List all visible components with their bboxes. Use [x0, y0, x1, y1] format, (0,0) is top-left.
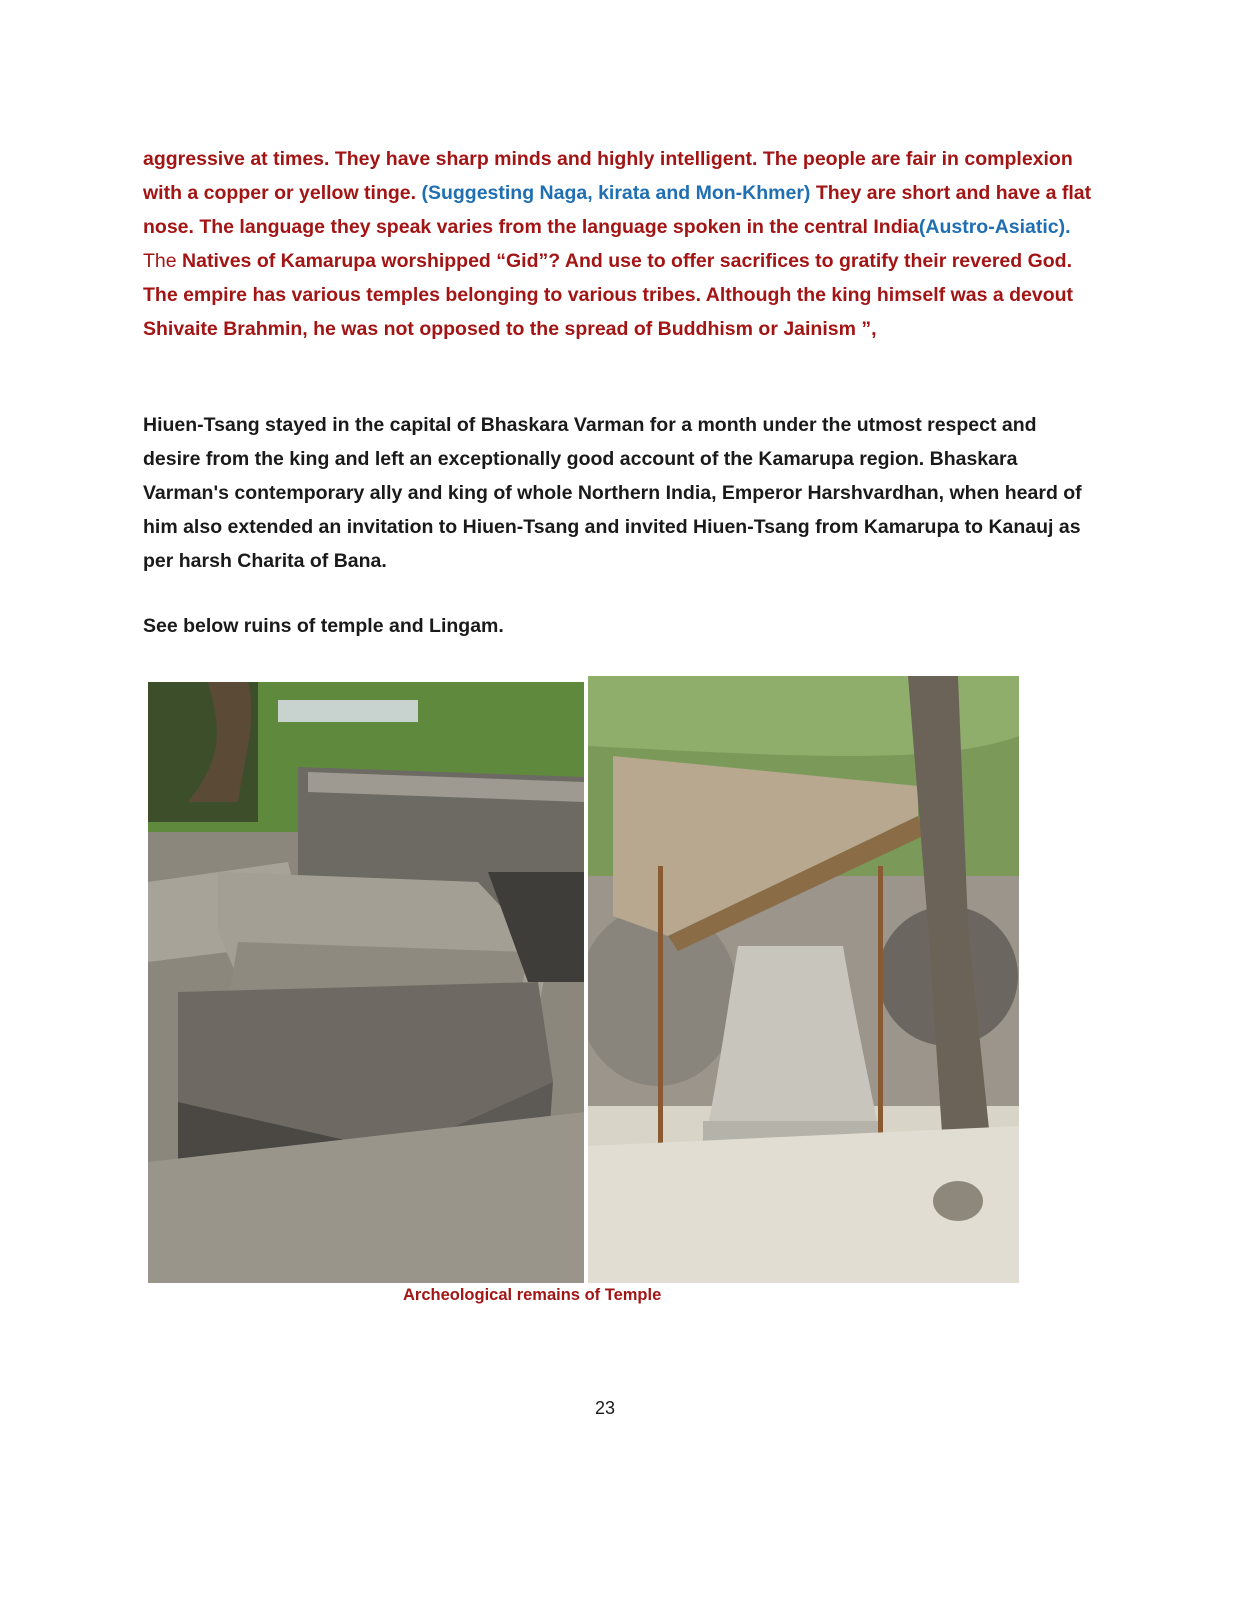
page-number: 23: [594, 1398, 616, 1418]
paragraph-see-below: See below ruins of temple and Lingam.: [143, 615, 504, 637]
text-run: They are short and have a flat nose. The language they speak varies from the language spoken in the central India: [143, 182, 1092, 238]
figure-caption: Archeological remains of Temple: [403, 1286, 662, 1304]
paragraph-natives-description: [143, 142, 1093, 346]
text-run: Natives of Kamarupa worshipped “Gid”? And use to offer sacrifices to gratify their revered God. The empire has various temples belonging to various tribes. Although the king himself was a devout Shivaite Brahmin, he was not opposed to the spread of Buddhism or Jainism ”,: [143, 250, 1074, 340]
text-run-blue: (Austro-Asiatic).: [918, 216, 1071, 238]
text-run-regular: The: [143, 250, 177, 272]
text-run: aggressive at times. They have sharp minds and highly intelligent. The people are fair in complexion with a copper or yellow tinge.: [143, 148, 1073, 204]
paragraph-hiuen-tsang: Hiuen-Tsang stayed in the capital of Bhaskara Varman for a month under the utmost respect and desire from the king and left an exceptionally good account of the Kamarupa region. Bhaskara Varman's contemporary ally and king of whole Northern India, Emperor Harshvardhan, when heard of him also extended an invitation to Hiuen-Tsang and invited Hiuen-Tsang from Kamarupa to Kanauj as per harsh Charita of Bana.: [143, 414, 1082, 572]
temple-ruins-photo: [148, 682, 584, 1283]
lingam-shelter-photo: [588, 676, 1019, 1283]
text-run-blue: (Suggesting Naga, kirata and Mon-Khmer): [421, 182, 811, 204]
